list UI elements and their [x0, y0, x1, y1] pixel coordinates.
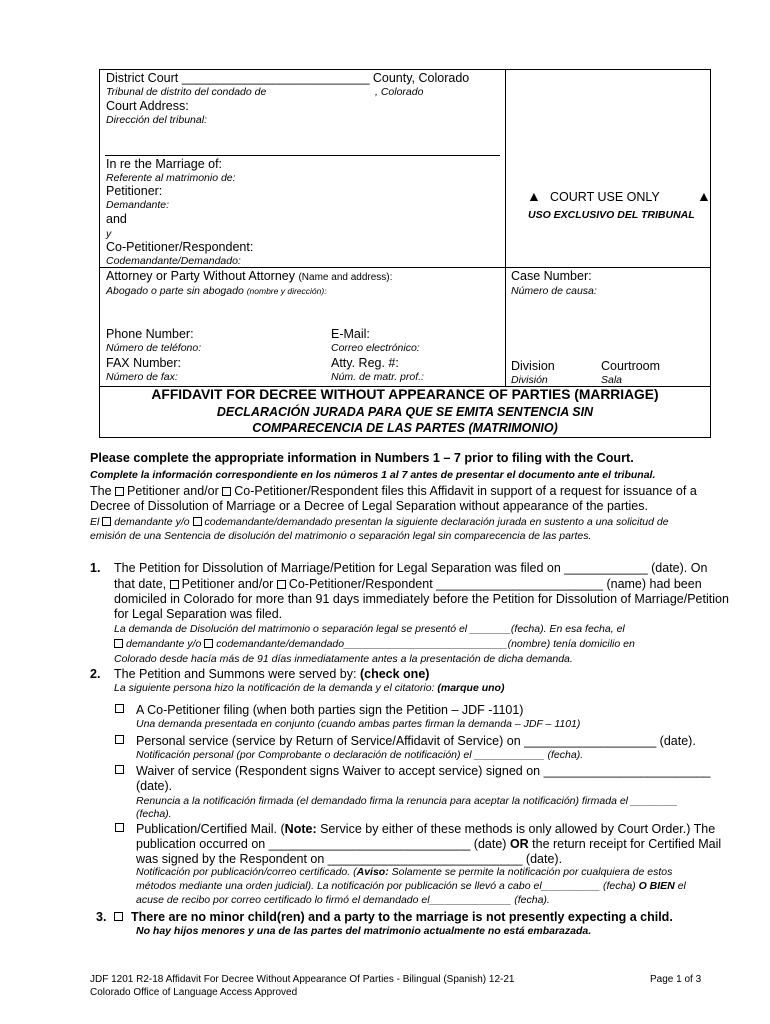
demandante-checkbox[interactable] [102, 517, 111, 526]
district-court-es: Tribunal de distrito del condado de [106, 86, 267, 98]
and-es: y [106, 228, 112, 240]
item-1-demandante-checkbox[interactable] [114, 639, 123, 648]
option-publication-line3: was signed by the Respondent on ____________________________ (date). [136, 852, 563, 866]
phone-label: Phone Number: [106, 327, 194, 341]
instructions-heading: Please complete the appropriate information in Numbers 1 – 7 prior to filing with the Court. [90, 451, 634, 465]
item-2-es-marque: (marque uno) [437, 682, 505, 694]
intro-es-el: El [90, 516, 100, 528]
atty-reg-es: Núm. de matr. prof.: [331, 371, 424, 383]
option-publication-or: OR [509, 837, 529, 851]
item-1-petitioner: Petitioner and/or [181, 577, 274, 591]
item-3-checkbox[interactable] [114, 912, 123, 921]
form-title: AFFIDAVIT FOR DECREE WITHOUT APPEARANCE OF PARTIES (MARRIAGE) [151, 387, 659, 402]
intro-es-demandante: demandante y/o [114, 516, 190, 528]
item-1-co-petitioner-checkbox[interactable] [277, 580, 286, 589]
page-number: Page 1 of 3 [650, 974, 702, 985]
atty-reg-label: Atty. Reg. #: [331, 356, 399, 370]
option-publication-return: the return receipt for Certified Mail [532, 837, 722, 851]
district-court-line: District Court ___________________________ County, Colorado [106, 71, 470, 85]
item-1-line3: domiciled in Colorado for more than 91 days immediately before the Petition for Dissolution of Marriage/Petition [114, 592, 729, 606]
case-number-es: Número de causa: [511, 285, 597, 297]
attorney-es [106, 285, 327, 297]
option-waiver-es-date: (fecha). [136, 808, 172, 820]
option-publication-text-2: Service by either of these methods is only allowed by Court Order.) The [316, 822, 716, 836]
footer-approval: Colorado Office of Language Access Approved [90, 987, 298, 998]
attorney-small: (Name and address): [298, 272, 393, 283]
option-personal-service-checkbox[interactable] [115, 735, 124, 744]
option-publication-line2 [136, 837, 721, 851]
intro-petitioner: Petitioner and/or [127, 484, 219, 498]
option-waiver-checkbox[interactable] [115, 765, 124, 774]
intro-es-line2: emisión de una Sentencia de disolución del matrimonio o separación legal sin comparecencia de las partes. [90, 530, 592, 542]
option-personal-service-es: Notificación personal (por Comprobante o declaración de notificación) el ____________ (fecha). [136, 749, 584, 761]
item-2-line [114, 667, 429, 681]
item-3-number: 3. [96, 910, 107, 924]
item-1-es-line3: Colorado desde hacía más de 91 días inmediatamente antes a la presentación de dicha demanda. [114, 653, 573, 665]
item-1-line4: for Legal Separation was filed. [114, 607, 283, 621]
item-2-es-text: La siguiente persona hizo la notificación de la demanda y el citatorio: [114, 682, 435, 694]
item-2-check-one: (check one) [359, 667, 430, 681]
intro-co-petitioner: Co-Petitioner/Respondent files this Affidavit in support of a request for issuance of a [234, 484, 697, 498]
attorney-es-small: (nombre y dirección): [246, 286, 327, 296]
division-es: División [511, 374, 548, 386]
co-petitioner-es: Codemandante/Demandado: [106, 255, 241, 267]
attorney-es-text: Abogado o parte sin abogado [106, 285, 244, 297]
fax-es: Número de fax: [106, 371, 178, 383]
item-1-petitioner-checkbox[interactable] [170, 580, 179, 589]
phone-es: Número de teléfono: [106, 342, 202, 354]
item-1-es-codemandante: codemandante/demandado____________________________(nombre) tenía domicilio en [216, 638, 635, 650]
option-personal-service: Personal service (service by Return of Service/Affidavit of Service) on ___________________ (date). [136, 734, 696, 748]
option-publication-es-aviso: Aviso: [356, 866, 389, 878]
item-2-number: 2. [90, 667, 101, 681]
option-publication-es-obien: O BIEN [638, 880, 675, 892]
item-3-text: There are no minor child(ren) and a party to the marriage is not presently expecting a child. [131, 910, 673, 924]
item-1-es-line1: La demanda de Disolución del matrimonio o separación legal se presentó el _______(fecha). En esa fecha, el [114, 623, 625, 635]
option-publication-es-line1 [136, 866, 672, 878]
form-title-es-1: DECLARACIÓN JURADA PARA QUE SE EMITA SENTENCIA SIN [216, 405, 594, 419]
option-publication-es-line2 [136, 880, 686, 892]
in-re-label: In re the Marriage of: [106, 157, 223, 171]
intro-es-codemandante: codemandante/demandado presentan la siguiente declaración jurada en sustento a una solicitud de [204, 516, 669, 528]
and-label: and [106, 212, 127, 226]
petitioner-label: Petitioner: [106, 184, 163, 198]
court-address-es: Dirección del tribunal: [106, 114, 207, 126]
option-co-petitioner-filing-checkbox[interactable] [115, 704, 124, 713]
option-waiver: Waiver of service (Respondent signs Waiver to accept service) signed on ________________________ [136, 764, 711, 778]
option-publication-es-text-2: Solamente se permite la notificación por cualquiera de estos [388, 866, 673, 878]
form-title-es-2: COMPARECENCIA DE LAS PARTES (MATRIMONIO) [252, 421, 558, 435]
footer-form-id: JDF 1201 R2-18 Affidavit For Decree Without Appearance Of Parties - Bilingual (Spanish) 12-21 [90, 974, 515, 985]
court-use-label: COURT USE ONLY [550, 190, 660, 204]
option-publication-checkbox[interactable] [115, 823, 124, 832]
courtroom-es: Sala [601, 374, 623, 386]
option-co-petitioner-filing-es: Una demanda presentada en conjunto (cuando ambas partes firman la demanda – JDF – 1101) [136, 718, 581, 730]
fax-label: FAX Number: [106, 356, 182, 370]
option-publication-occurred: publication occurred on _____________________________ (date) [136, 837, 507, 851]
co-petitioner-label: Co-Petitioner/Respondent: [106, 240, 254, 254]
item-3-es: No hay hijos menores y una de las partes del matrimonio actualmente no está embarazada. [136, 925, 592, 937]
intro-es-line1 [90, 516, 669, 528]
instructions-heading-es: Complete la información correspondiente en los números 1 al 7 antes de presentar el documento ante el tribunal. [90, 469, 656, 481]
item-1-co-petitioner: Co-Petitioner/Respondent ________________________ (name) had been [288, 577, 702, 591]
item-1-es-demandante: demandante y/o [126, 638, 202, 650]
co-petitioner-checkbox[interactable] [222, 487, 231, 496]
option-publication-text: Publication/Certified Mail. ( [136, 822, 285, 836]
option-publication-es-metodos: métodos mediante una orden judicial). La notificación por publicación se llevó a cabo el__________ (fecha) [136, 880, 636, 892]
option-waiver-es: Renuncia a la notificación firmada (el demandado firma la renuncia para aceptar la notificación) firmada el ________ [136, 795, 678, 807]
item-1-line2 [114, 577, 702, 591]
attorney-text: Attorney or Party Without Attorney [106, 269, 295, 283]
option-publication-note: Note: [284, 822, 317, 836]
option-publication-es-el: el [677, 880, 686, 892]
option-waiver-date: (date). [136, 779, 173, 793]
item-2-text: The Petition and Summons were served by: [114, 667, 357, 681]
court-use-es: USO EXCLUSIVO DEL TRIBUNAL [528, 209, 695, 221]
item-1-es-line2 [114, 638, 635, 650]
intro-paragraph-line1 [90, 484, 697, 498]
intro-the: The [90, 484, 112, 498]
option-publication-line1 [136, 822, 715, 836]
case-number-label: Case Number: [511, 269, 592, 283]
item-1-number: 1. [90, 561, 101, 575]
petitioner-es: Demandante: [106, 199, 170, 211]
item-1-codemandante-checkbox[interactable] [204, 639, 213, 648]
courtroom-label: Courtroom [601, 359, 661, 373]
item-2-es [114, 682, 504, 694]
petitioner-checkbox[interactable] [115, 487, 124, 496]
intro-paragraph-line2: Decree of Dissolution of Marriage or a Decree of Legal Separation without appearance of the parties. [90, 499, 648, 513]
in-re-es: Referente al matrimonio de: [106, 172, 236, 184]
district-court-es-2: , Colorado [375, 86, 424, 98]
option-publication-es-line3: acuse de recibo por correo certificado lo firmó el demandado el______________ (fecha). [136, 894, 550, 906]
item-1-that-date: that date, [114, 577, 167, 591]
codemandante-checkbox[interactable] [193, 517, 202, 526]
court-address-label: Court Address: [106, 99, 189, 113]
item-1-line1: The Petition for Dissolution of Marriage/Petition for Legal Separation was filed on ____________ (date). On [114, 561, 708, 575]
email-label: E-Mail: [331, 327, 370, 341]
triangle-left-icon: ▲ [527, 188, 541, 204]
option-co-petitioner-filing: A Co-Petitioner filing (when both parties sign the Petition – JDF -1101) [136, 703, 524, 717]
division-label: Division [511, 359, 555, 373]
triangle-right-icon: ▲ [697, 188, 711, 204]
email-es: Correo electrónico: [331, 342, 420, 354]
option-publication-es-text: Notificación por publicación/correo certificado. ( [136, 866, 357, 878]
attorney-label [106, 269, 392, 283]
